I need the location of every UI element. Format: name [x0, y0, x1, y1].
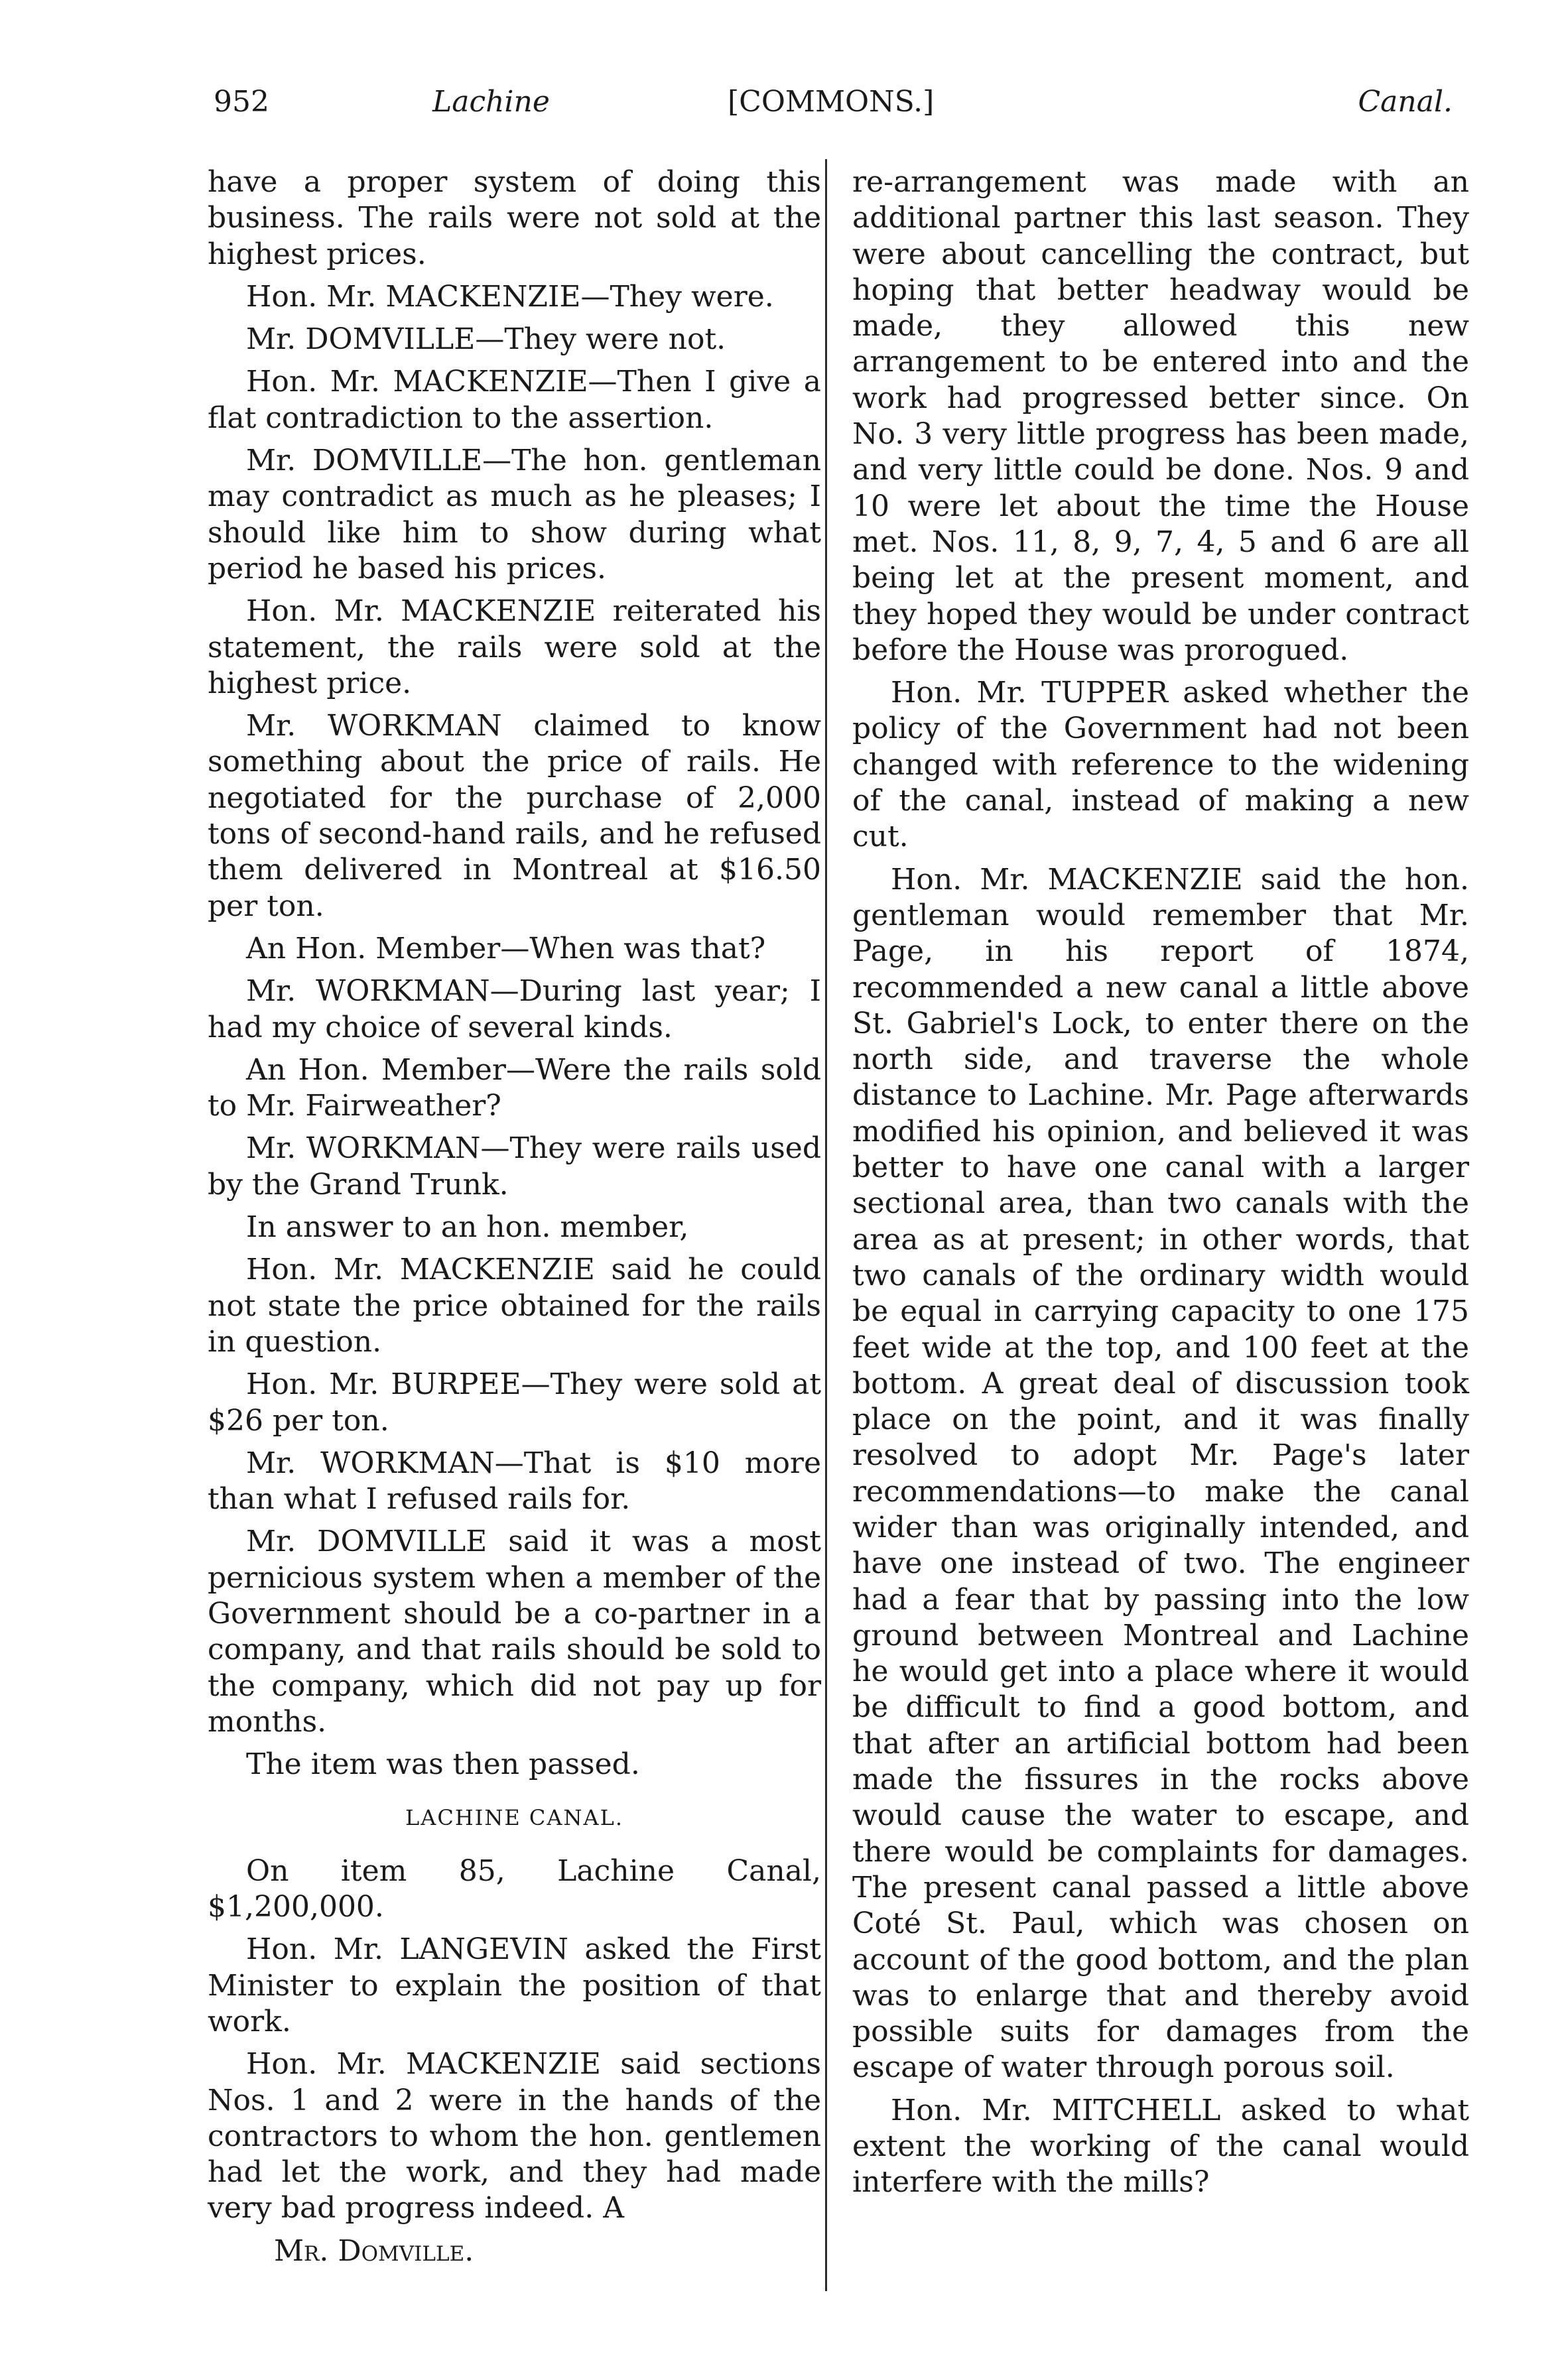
paragraph: Hon. Mr. MACKENZIE said sections Nos. 1 and 2 were in the hands of the contractors to whom the hon. gentlemen had let the work, and they had made very bad progress indeed. A — [208, 2047, 821, 2225]
paragraph: Hon. Mr. LANGEVIN asked the First Minister to explain the position of that work. — [208, 1932, 821, 2038]
paragraph: Hon. Mr. BURPEE—They were sold at $26 per ton. — [208, 1367, 821, 1438]
paragraph: An Hon. Member—When was that? — [246, 931, 766, 966]
paragraph: In answer to an hon. member, — [246, 1210, 689, 1245]
left-column — [208, 164, 821, 2269]
paragraph: Mr. WORKMAN—During last year; I had my choice of several kinds. — [208, 974, 821, 1044]
paragraph: An Hon. Member—Were the rails sold to Mr. Fairweather? — [208, 1052, 821, 1123]
paragraph: Hon. Mr. MACKENZIE—They were. — [246, 279, 774, 314]
paragraph: Hon. Mr. MACKENZIE said he could not state the price obtained for the rails in question. — [208, 1253, 821, 1359]
section-heading: LACHINE CANAL. — [405, 1805, 624, 1831]
left-running-title: Lachine — [432, 85, 550, 119]
paragraph: Hon. Mr. MACKENZIE reiterated his statement, the rails were sold at the highest price. — [208, 594, 821, 700]
right-column — [852, 164, 1469, 2208]
paragraph: On item 85, Lachine Canal, $1,200,000. — [208, 1853, 821, 1924]
page-number: 952 — [214, 85, 269, 119]
center-running-title: [COMMONS.] — [728, 85, 935, 119]
paragraph: Hon. Mr. MACKENZIE—Then I give a flat contradiction to the assertion. — [208, 365, 821, 435]
paragraph: Hon. Mr. TUPPER asked whether the policy of the Government had not been changed with reference to the widening of the canal, instead of making a new cut. — [852, 676, 1469, 854]
running-header — [214, 85, 1453, 131]
paragraph: have a proper system of doing this business. The rails were not sold at the highest prices. — [208, 165, 821, 271]
right-running-title: Canal. — [1358, 85, 1453, 119]
paragraph: Mr. DOMVILLE—They were not. — [246, 322, 726, 357]
paragraph: Mr. DOMVILLE—The hon. gentleman may contradict as much as he pleases; I should like him to show during what period he based his prices. — [208, 444, 821, 586]
paragraph: The item was then passed. — [246, 1747, 640, 1782]
column-divider — [825, 159, 827, 2291]
paragraph: Hon. Mr. MITCHELL asked to what extent the working of the canal would interfere with the mills? — [852, 2093, 1469, 2200]
speaker-signature: Mr. Domville. — [274, 2233, 474, 2268]
paragraph: re-arrangement was made with an additional partner this last season. They were about cancelling the contract, but hoping that better headway would be made, they allowed this new arrangement to be entered into and the work had progressed better since. On No. 3 very little progress has been made, and very little could be done. Nos. 9 and 10 were let about the time the House met. Nos. 11, 8, 9, 7, 4, 5 and 6 are all being let at the present moment, and they hoped they would be under contract before the House was prorogued. — [852, 165, 1469, 667]
paragraph: Mr. WORKMAN—That is $10 more than what I refused rails for. — [208, 1446, 821, 1517]
paragraph: Mr. WORKMAN—They were rails used by the Grand Trunk. — [208, 1131, 821, 1202]
paragraph: Hon. Mr. MACKENZIE said the hon. gentleman would remember that Mr. Page, in his report of 1874, recommended a new canal a little above St. Gabriel's Lock, to enter there on the north side, and traverse the whole distance to Lachine. Mr. Page afterwards modified his opinion, and believed it was better to have one canal with a larger sectional area, than two canals with the area as at present; in other words, that two canals of the ordinary width would be equal in carrying capacity to one 175 feet wide at the top, and 100 feet at the bottom. A great deal of discussion took place on the point, and it was finally resolved to adopt Mr. Page's later recommendations—to make the canal wider than was originally intended, and have one instead of two. The engineer had a fear that by passing into the low ground between Montreal and Lachine he would get into a place where it would be difficult to find a good bottom, and that after an artificial bottom had been made the fissures in the rocks above would cause the water to escape, and there would be complaints for damages. The present canal passed a little above Coté St. Paul, which was chosen on account of the good bottom, and the plan was to enlarge that and thereby avoid possible suits for damages from the escape of water through porous soil. — [852, 862, 1469, 2085]
paragraph: Mr. DOMVILLE said it was a most pernicious system when a member of the Government should be a co-partner in a company, and that rails should be sold to the company, which did not pay up for months. — [208, 1525, 821, 1739]
paragraph: Mr. WORKMAN claimed to know something about the price of rails. He negotiated for the purchase of 2,000 tons of second-hand rails, and he refused them delivered in Montreal at $16.50 per ton. — [208, 709, 821, 923]
